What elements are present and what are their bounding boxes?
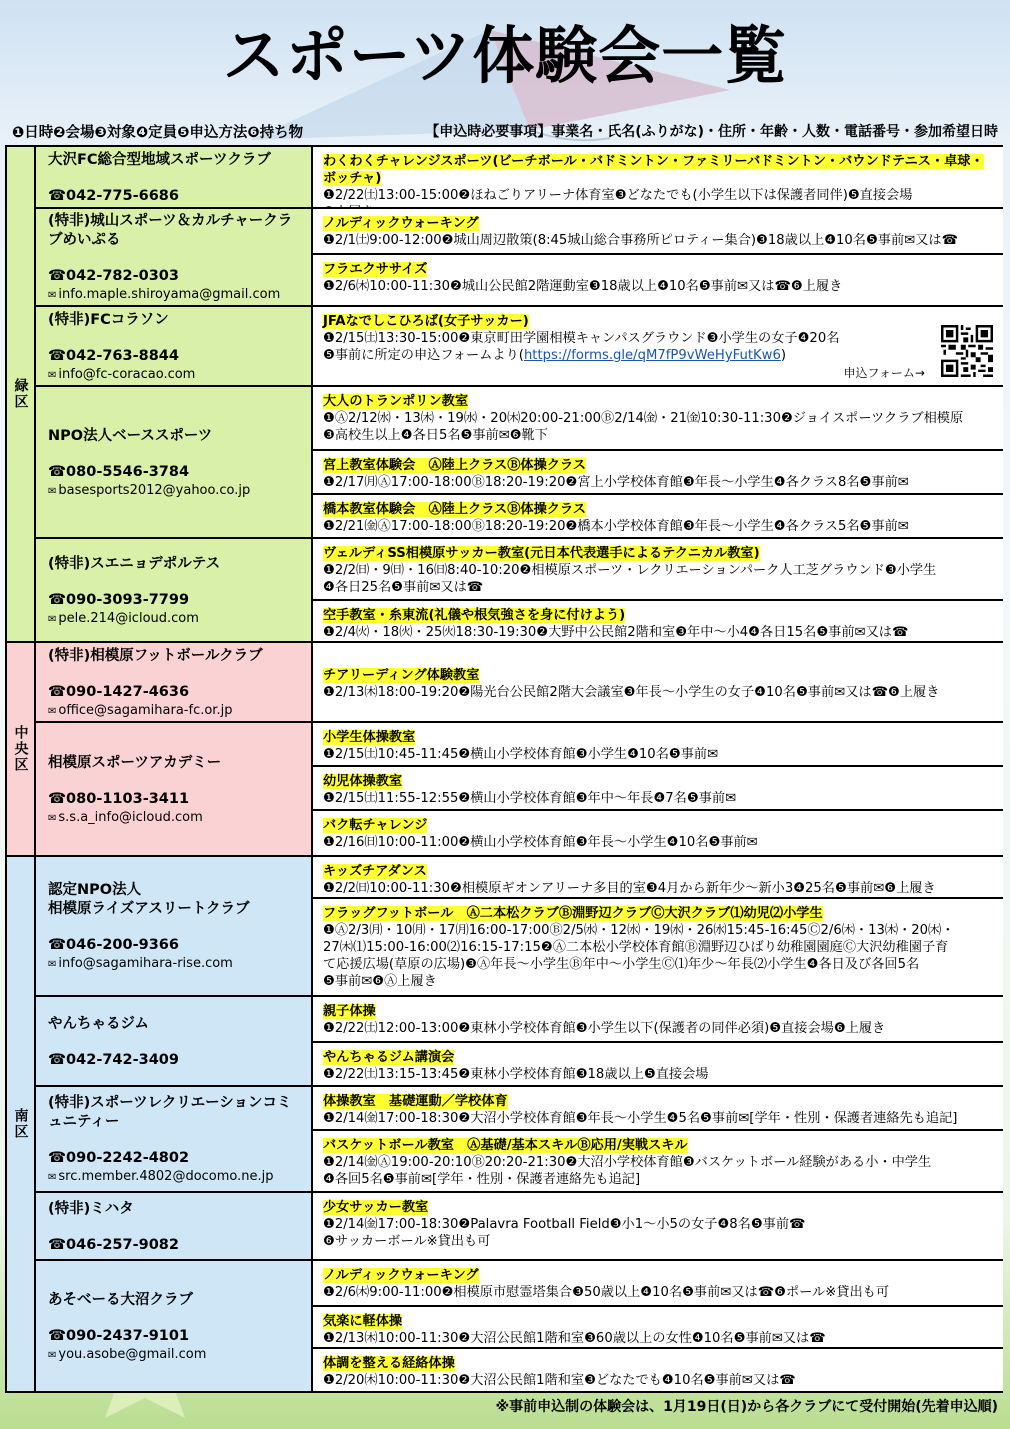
club-cell <box>34 723 313 857</box>
event-detail: ❶2/15㈯13:30-15:00❷東京町田学園相模キャンパスグラウンド❸小学生の女子❹20名 ❺事前に所定の申込フォームより(https://forms.gle/qM7fP9vWeHyFutKw6) <box>323 331 840 363</box>
event-title: 橋本教室体験会 Ⓐ陸上クラスⒷ体操クラス <box>323 502 586 517</box>
event-detail: ❶2/15㈯10:45-11:45❷横山小学校体育館❸小学生❹10名❺事前✉ <box>323 747 719 762</box>
event-cell <box>313 147 1003 209</box>
event-detail: ❶2/15㈯11:55-12:55❷横山小学校体育館❸年中～年長❹7名❺事前✉ <box>323 791 737 806</box>
event-detail: ❶2/17㈪Ⓐ17:00-18:00Ⓑ18:20-19:20❷宮上小学校体育館❸年長～小学生❹各クラス8名❺事前✉ <box>323 475 909 490</box>
district-midori: 緑区 <box>7 147 34 643</box>
event-title: 幼児体操教室 <box>323 774 403 789</box>
event-title: ヴェルディSS相模原サッカー教室(元日本代表選手によるテクニカル教室) <box>323 546 760 561</box>
event-detail: ❶Ⓐ2/3㈪・10㈪・17㈪16:00-17:00Ⓑ2/5㈬・12㈬・19㈬・26㈬15:45-16:45Ⓒ2/6㈭・13㈭・20㈭・ 27㈭⑴15:00-16:00⑵16:15-17:15❷Ⓐ二本松小学校体育館Ⓑ淵野辺ひばり幼稚園園庭Ⓒ大沢幼稚園子育 て応援広場(草原の広場)❸Ⓐ年長～小学生Ⓑ年中～小学生Ⓒ⑴年少～年長⑵小学生❹各日及び各回5名 ❺事前✉❻Ⓐ上履き <box>323 923 955 989</box>
event-cell <box>313 1261 1003 1307</box>
event-title: 体操教室 基礎運動／学校体育 <box>323 1094 508 1109</box>
event-title: バク転チャレンジ <box>323 818 428 833</box>
club-email[interactable]: ✉ s.s.a_info@icloud.com <box>48 809 303 827</box>
event-cell <box>313 723 1003 767</box>
event-detail: ❶2/22㈯12:00-13:00❷東林小学校体育館❸小学生以下(保護者の同伴必須)❺直接会場❻上履き <box>323 1021 886 1036</box>
event-title: やんちゃるジム講演会 <box>323 1050 455 1065</box>
event-detail: ❶2/22㈯13:15-13:45❷東林小学校体育館❸18歳以上❺直接会場 <box>323 1067 709 1082</box>
event-detail: ❶2/6㈭9:00-11:00❷相模原市慰霊塔集合❸50歳以上❹10名❺事前✉又は☎❻ポール※貸出も可 <box>323 1285 890 1300</box>
club-name: (特非)FCコラソン <box>48 311 169 328</box>
club-phone: ☎090-3093-7799 <box>48 591 190 608</box>
event-cell <box>313 811 1003 857</box>
club-cell <box>34 307 313 387</box>
club-cell <box>34 1087 313 1193</box>
event-cell <box>313 1193 1003 1261</box>
event-title: 気楽に軽体操 <box>323 1314 403 1329</box>
event-title: 大人のトランポリン教室 <box>323 394 469 409</box>
event-title: チアリーディング体験教室 <box>323 668 480 683</box>
club-email[interactable]: ✉ info@fc-coracao.com <box>48 366 303 384</box>
club-name: あそべーる大沼クラブ <box>48 1291 193 1308</box>
event-detail: ❶2/2㈰・9㈰・16㈰8:40-10:20❷相模原スポーツ・レクリエーションパーク人工芝グラウンド❸小学生 ❹各日25名❺事前✉又は☎ <box>323 563 937 595</box>
club-cell <box>34 387 313 539</box>
club-email[interactable]: ✉ basesports2012@yahoo.co.jp <box>48 482 303 500</box>
event-cell <box>313 857 1003 899</box>
page-title: スポーツ体験会一覧 <box>222 19 788 92</box>
club-phone: ☎090-2437-9101 <box>48 1327 190 1344</box>
event-title: JFAなでしこひろば(女子サッカー) <box>323 314 529 329</box>
club-name: 認定NPO法人 相模原ライズアスリートクラブ <box>48 882 250 917</box>
district-minami: 南区 <box>7 857 34 1391</box>
event-detail: ❶Ⓐ2/12㈬・13㈭・19㈬・20㈭20:00-21:00Ⓑ2/14㈮・21㈮10:30-11:30❷ジョイスポーツクラブ相模原 ❸高校生以上❹各日5名❺事前✉❻靴下 <box>323 411 964 443</box>
club-cell <box>34 997 313 1087</box>
club-phone: ☎090-1427-4636 <box>48 683 190 700</box>
event-title: 少女サッカー教室 <box>323 1200 429 1215</box>
club-name: (特非)スポーツレクリエーションコミュニティー <box>48 1095 292 1130</box>
event-title: 小学生体操教室 <box>323 730 416 745</box>
club-cell <box>34 1261 313 1391</box>
event-title: 体調を整える経絡体操 <box>323 1356 455 1371</box>
club-phone: ☎090-2242-4802 <box>48 1150 190 1166</box>
event-cell <box>313 1131 1003 1193</box>
event-cell <box>313 1349 1003 1391</box>
event-detail: ❶2/4㈫・18㈫・25㈫18:30-19:30❷大野中公民館2階和室❸年中～小4❹各日15名❺事前✉又は☎ <box>323 625 909 640</box>
event-title: 親子体操 <box>323 1004 376 1019</box>
event-title: ノルディックウォーキング <box>323 1268 479 1283</box>
club-cell <box>34 147 313 209</box>
event-detail: ❶2/22㈯13:00-15:00❷ほねごりアリーナ体育室❸どなたでも(小学生以下は保護者同伴)❺直接会場 <box>323 188 913 203</box>
event-detail: ❶2/21㈮Ⓐ17:00-18:00Ⓑ18:20-19:20❷橋本小学校体育館❸年長～小学生❹各クラス5名❺事前✉ <box>323 519 909 534</box>
event-detail: ❶2/14㈮17:00-18:30❷Palavra Football Field❸小1～小5の女子❹8名❺事前☎ ❻サッカーボール※貸出も可 <box>323 1217 806 1249</box>
club-phone: ☎042-775-6686 <box>48 187 179 204</box>
event-cell <box>313 643 1003 723</box>
club-name: (特非)城山スポーツ＆カルチャークラブめいぷる <box>48 213 293 248</box>
event-cell <box>313 767 1003 811</box>
club-email[interactable]: ✉ info@sagamihara-rise.com <box>48 955 303 973</box>
club-name: (特非)スエニョデポルテス <box>48 555 221 572</box>
event-cell <box>313 899 1003 997</box>
club-name: (特非)ミハタ <box>48 1200 134 1217</box>
event-cell <box>313 255 1003 307</box>
club-email[interactable]: ✉ src.member.4802@docomo.ne.jp <box>48 1168 303 1186</box>
event-title: フラッグフットボール Ⓐ二本松クラブⒷ淵野辺クラブⒸ大沢クラブ⑴幼児⑵小学生 <box>323 906 823 921</box>
event-detail: ❶2/13㈭10:00-11:30❷大沼公民館1階和室❸60歳以上の女性❹10名❺事前✉又は☎ <box>323 1331 826 1346</box>
event-cell <box>313 1043 1003 1087</box>
club-name: NPO法人ベーススポーツ <box>48 427 213 444</box>
event-title: 宮上教室体験会 Ⓐ陸上クラスⒷ体操クラス <box>323 458 586 473</box>
event-cell <box>313 539 1003 601</box>
club-cell <box>34 643 313 723</box>
event-cell <box>313 601 1003 643</box>
club-phone: ☎080-5546-3784 <box>48 463 190 480</box>
event-cell <box>313 1307 1003 1349</box>
event-cell <box>313 307 1003 387</box>
event-detail: ❶2/1㈯9:00-12:00❷城山周辺散策(8:45城山総合事務所ピロティー集合)❸18歳以上❹10名❺事前✉又は☎ <box>323 233 959 248</box>
event-detail: ❶2/16㈰10:00-11:00❷横山小学校体育館❸年長～小学生❹10名❺事前✉ <box>323 835 758 850</box>
event-title: キッズチアダンス <box>323 864 427 879</box>
event-cell <box>313 1087 1003 1131</box>
required-info: 【申込時必要事項】事業名・氏名(ふりがな)・住所・年齢・人数・電話番号・参加希望日時 <box>425 124 998 140</box>
application-form-link[interactable]: https://forms.gle/qM7fP9vWeHyFutKw6 <box>523 348 781 363</box>
event-detail: ❶2/13㈭18:00-19:20❷陽光台公民館2階大会議室❸年長～小学生の女子❹10名❺事前✉又は☎❻上履き <box>323 685 940 700</box>
club-phone: ☎042-742-3409 <box>48 1051 179 1068</box>
event-table <box>5 145 1003 1393</box>
footnote: ※事前申込制の体験会は、1月19日(日)から各クラブにて受付開始(先着申込順) <box>495 1399 998 1415</box>
club-email[interactable]: ✉ you.asobe@gmail.com <box>48 1346 303 1364</box>
event-cell <box>313 997 1003 1043</box>
event-title: バスケットボール教室 Ⓐ基礎/基本スキルⒷ応用/実戦スキル <box>323 1138 688 1153</box>
club-phone: ☎042-763-8844 <box>48 347 179 364</box>
event-title: わくわくチャレンジスポーツ(ビーチボール・バドミントン・ファミリーバドミントン・バウンドテニス・卓球・ボッチャ) <box>323 154 984 186</box>
event-detail: ❶2/14㈮Ⓐ19:00-20:10Ⓑ20:20-21:30❷大沼小学校体育館❸バスケットボール経験がある小・中学生 ❹各回5名❺事前✉[学年・性別・保護者連絡先も追記] <box>323 1155 932 1187</box>
club-phone: ☎046-200-9366 <box>48 937 179 953</box>
event-detail: ❶2/20㈭10:00-11:30❷大沼公民館1階和室❸どなたでも❹10名❺事前✉又は☎ <box>323 1373 796 1388</box>
club-email[interactable]: ✉ pele.214@icloud.com <box>48 610 303 628</box>
district-chuo: 中央区 <box>7 643 34 857</box>
event-title: ノルディックウォーキング <box>323 216 479 231</box>
club-name: やんちゃるジム <box>48 1015 149 1032</box>
event-detail: ❶2/2㈰10:00-11:30❷相模原ギオンアリーナ多目的室❸4月から新年少～新小3❹25名❺事前✉❻上履き <box>323 881 936 896</box>
club-name: 大沢FC総合型地域スポーツクラブ <box>48 151 271 168</box>
event-detail: ❶2/6㈭10:00-11:30❷城山公民館2階運動室❸18歳以上❹10名❺事前✉又は☎❻上履き <box>323 279 843 294</box>
club-cell <box>34 539 313 643</box>
club-cell <box>34 857 313 997</box>
club-email[interactable]: ✉ info.maple.shiroyama@gmail.com <box>48 286 303 304</box>
club-email[interactable]: ✉ office@sagamihara-fc.or.jp <box>48 702 303 720</box>
event-title: 空手教室・糸東流(礼儀や根気強さを身に付けよう) <box>323 608 626 623</box>
club-cell <box>34 209 313 307</box>
club-cell <box>34 1193 313 1261</box>
qr-caption: 申込フォーム→ <box>843 366 925 380</box>
event-cell <box>313 451 1003 495</box>
club-name: 相模原スポーツアカデミー <box>48 754 222 771</box>
club-name: (特非)相模原フットボールクラブ <box>48 647 263 664</box>
qr-code-icon[interactable] <box>941 325 993 377</box>
club-phone: ☎080-1103-3411 <box>48 790 190 807</box>
legend: ❶日時❷会場❸対象❹定員❺申込方法❻持ち物 <box>12 125 304 141</box>
event-cell <box>313 387 1003 451</box>
club-phone: ☎042-782-0303 <box>48 268 179 284</box>
event-detail: ❶2/14㈮17:00-18:30❷大沼小学校体育館❸年長～小学生❹5名❺事前✉[学年・性別・保護者連絡先も追記] <box>323 1111 958 1126</box>
event-cell <box>313 495 1003 539</box>
event-cell <box>313 209 1003 255</box>
event-title: フラエクササイズ <box>323 262 428 277</box>
club-phone: ☎046-257-9082 <box>48 1236 179 1253</box>
